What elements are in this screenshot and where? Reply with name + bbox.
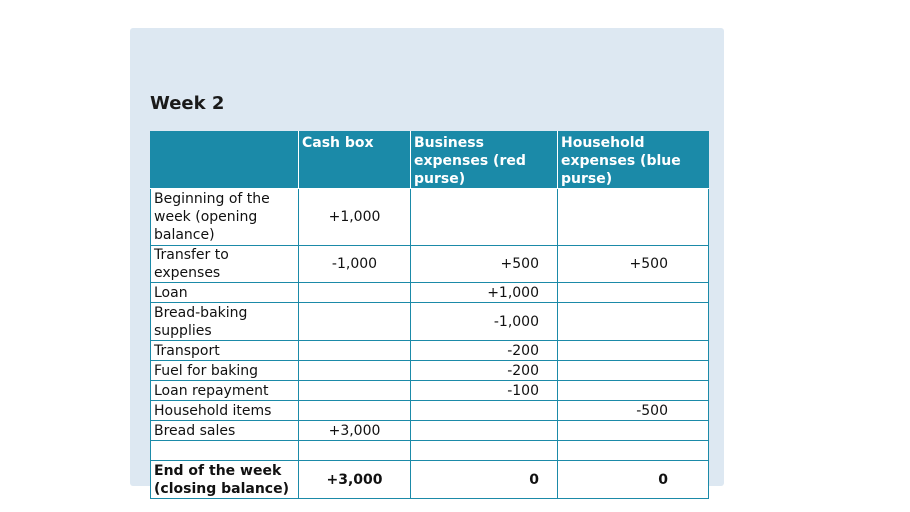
spacer-cell	[151, 441, 299, 461]
business-cell	[411, 421, 558, 441]
row-label: Loan	[151, 283, 299, 303]
household-cell: -500	[558, 401, 709, 421]
row-label: Bread-baking supplies	[151, 303, 299, 341]
table-row	[151, 361, 709, 381]
cash-cell: +3,000	[299, 421, 411, 441]
spacer-cell	[411, 441, 558, 461]
household-cell	[558, 283, 709, 303]
table-row	[151, 283, 709, 303]
page-title: Week 2	[150, 93, 225, 114]
table-row	[151, 421, 709, 441]
business-cell: +500	[411, 246, 558, 283]
business-cell: -200	[411, 341, 558, 361]
total-household-cell: 0	[558, 461, 709, 499]
household-cell	[558, 381, 709, 401]
table-row	[151, 189, 709, 246]
header-cash-box: Cash box	[299, 132, 411, 189]
household-cell	[558, 421, 709, 441]
table-row	[151, 401, 709, 421]
business-cell: -200	[411, 361, 558, 381]
household-cell	[558, 189, 709, 246]
row-label: Bread sales	[151, 421, 299, 441]
business-cell: -100	[411, 381, 558, 401]
cash-cell: -1,000	[299, 246, 411, 283]
cash-cell: +1,000	[299, 189, 411, 246]
row-spacer	[151, 441, 709, 461]
cash-cell	[299, 341, 411, 361]
row-label: Loan repayment	[151, 381, 299, 401]
total-business-cell: 0	[411, 461, 558, 499]
spacer-cell	[558, 441, 709, 461]
row-label: Fuel for baking	[151, 361, 299, 381]
table-row	[151, 341, 709, 361]
household-cell	[558, 341, 709, 361]
spacer-cell	[299, 441, 411, 461]
business-cell	[411, 189, 558, 246]
business-cell	[411, 401, 558, 421]
total-cash-cell: +3,000	[299, 461, 411, 499]
cash-cell	[299, 283, 411, 303]
cash-flow-table	[150, 131, 709, 499]
cash-cell	[299, 361, 411, 381]
business-cell: -1,000	[411, 303, 558, 341]
household-cell	[558, 361, 709, 381]
cash-cell	[299, 303, 411, 341]
table-row	[151, 246, 709, 283]
row-label: Household items	[151, 401, 299, 421]
row-label: Transport	[151, 341, 299, 361]
business-cell: +1,000	[411, 283, 558, 303]
header-household-expenses: Household expenses (blue purse)	[558, 132, 709, 189]
household-cell	[558, 303, 709, 341]
cash-cell	[299, 381, 411, 401]
row-label: Transfer to expenses	[151, 246, 299, 283]
row-label: Beginning of the week (opening balance)	[151, 189, 299, 246]
header-label	[151, 132, 299, 189]
cash-cell	[299, 401, 411, 421]
table-row	[151, 303, 709, 341]
header-row	[151, 132, 709, 189]
total-row	[151, 461, 709, 499]
header-business-expenses: Business expenses (red purse)	[411, 132, 558, 189]
total-label: End of the week (closing balance)	[151, 461, 299, 499]
household-cell: +500	[558, 246, 709, 283]
table-row	[151, 381, 709, 401]
